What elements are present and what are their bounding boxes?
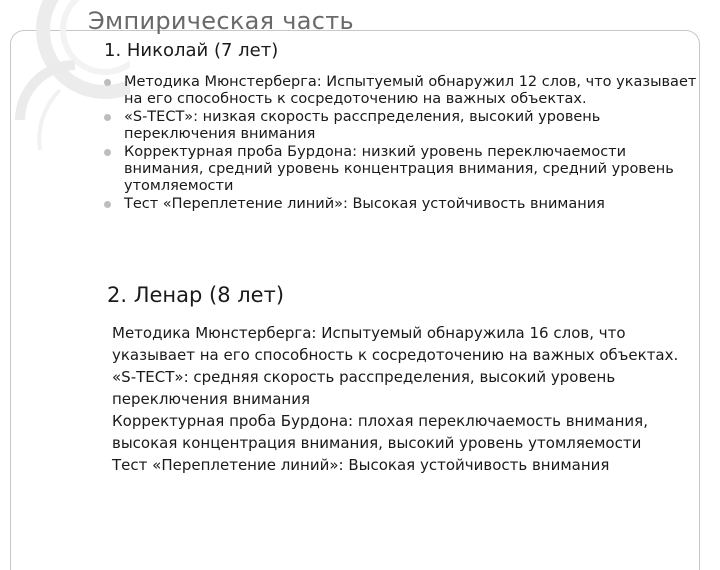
list-item xyxy=(104,74,704,109)
list-item-text: Тест «Переплетение линий»: Высокая устойчивость внимания xyxy=(124,195,605,212)
paragraph: Методика Мюнстерберга: Испытуемый обнаружила 16 слов, что указывает на его способность к сосредоточению на важных объектах. xyxy=(112,324,679,364)
paragraph: «S-ТЕСТ»: средняя скорость расспределения, высокий уровень переключения внимания xyxy=(112,368,616,408)
section-one-heading: 1. Николай (7 лет) xyxy=(104,40,279,61)
list-item-text: Корректурная проба Бурдона: низкий уровень переключаемости внимания, средний уровень концентрация внимания, средний уровень утомляемости xyxy=(124,143,674,195)
slide-title: Эмпирическая часть xyxy=(88,7,355,35)
list-item-text: Методика Мюнстерберга: Испытуемый обнаружил 12 слов, что указывает на его способность к сосредоточению на важных объектах. xyxy=(124,74,697,108)
section-two-body xyxy=(112,322,702,476)
list-item xyxy=(104,144,704,196)
paragraph: Тест «Переплетение линий»: Высокая устойчивость внимания xyxy=(112,456,610,474)
section-one-list xyxy=(104,74,704,213)
section-two-heading: 2. Ленар (8 лет) xyxy=(107,283,285,307)
paragraph: Корректурная проба Бурдона: плохая переключаемость внимания, высокая концентрация внимания, высокий уровень утомляемости xyxy=(112,412,648,452)
list-item xyxy=(104,196,704,213)
bullet-icon xyxy=(104,114,111,121)
bullet-icon xyxy=(104,79,111,86)
bullet-icon xyxy=(104,149,111,156)
list-item xyxy=(104,109,704,144)
list-item-text: «S-ТЕСТ»: низкая скорость расспределения, высокий уровень переключения внимания xyxy=(124,108,601,143)
bullet-icon xyxy=(104,201,111,208)
